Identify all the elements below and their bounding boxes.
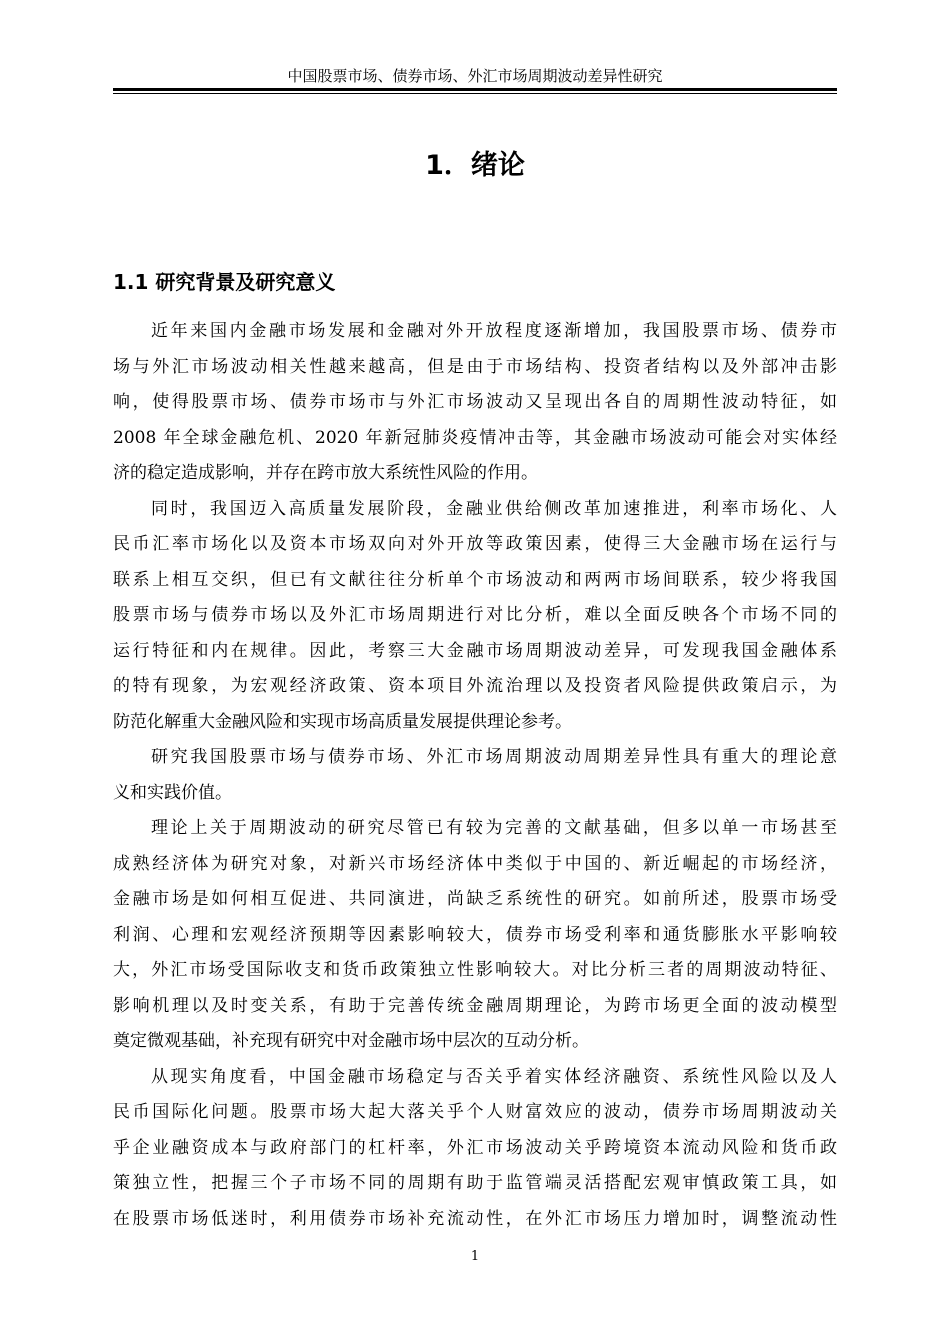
- text-line: 的特有现象，为宏观经济政策、资本项目外流治理以及投资者风险提供政策启示，为: [113, 676, 837, 696]
- text-line: 场与外汇市场波动相关性越来越高，但是由于市场结构、投资者结构以及外部冲击影: [113, 356, 837, 377]
- text-line: 近年来国内金融市场发展和金融对外开放程度逐渐增加，我国股票市场、债券市: [151, 321, 837, 341]
- header-rule-thin: [113, 93, 837, 94]
- text-line: 义和实践价值。: [113, 782, 232, 803]
- text-line: 同时，我国迈入高质量发展阶段，金融业供给侧改革加速推进，利率市场化、人: [151, 498, 837, 519]
- text-line: 从现实角度看，中国金融市场稳定与否关乎着实体经济融资、系统性风险以及人: [151, 1066, 837, 1087]
- text-line: 防范化解重大金融风险和实现市场高质量发展提供理论参考。: [113, 711, 572, 732]
- section-title: 1.1 研究背景及研究意义: [113, 270, 336, 294]
- running-header: 中国股票市场、债券市场、外汇市场周期波动差异性研究: [287, 67, 663, 85]
- text-line: 利润、心理和宏观经济预期等因素影响较大，债券市场受利率和通货膨胀水平影响较: [113, 924, 837, 945]
- text-line: 民币汇率市场化以及资本市场双向对外开放等政策因素，使得三大金融市场在运行与: [113, 534, 837, 554]
- page-number: 1: [470, 1249, 480, 1264]
- text-line: 研究我国股票市场与债券市场、外汇市场周期波动周期差异性具有重大的理论意: [151, 747, 837, 767]
- paragraph-2: [113, 492, 837, 741]
- text-line: 金融市场是如何相互促进、共同演进，尚缺乏系统性的研究。如前所述，股票市场受: [113, 889, 837, 909]
- text-line: 乎企业融资成本与政府部门的杠杆率，外汇市场波动关乎跨境资本流动风险和货币政: [113, 1137, 837, 1158]
- text-line: 在股票市场低迷时，利用债券市场补充流动性，在外汇市场压力增加时，调整流动性: [113, 1208, 837, 1229]
- paragraph-1: [113, 314, 837, 492]
- header-rule-thick: [113, 88, 837, 91]
- text-line: 济的稳定造成影响，并存在跨市放大系统性风险的作用。: [113, 463, 538, 483]
- text-line: 股票市场与债券市场以及外汇市场周期进行对比分析，难以全面反映各个市场不同的: [113, 605, 837, 625]
- text-line: 2008 年全球金融危机、2020 年新冠肺炎疫情冲击等，其金融市场波动可能会对实体经: [113, 427, 837, 448]
- paragraph-5: [113, 1060, 837, 1238]
- text-line: 大，外汇市场受国际收支和货币政策独立性影响较大。对比分析三者的周期波动特征、: [113, 960, 837, 980]
- text-line: 联系上相互交织，但已有文献往往分析单个市场波动和两两市场间联系，较少将我国: [113, 569, 837, 590]
- text-line: 民币国际化问题。股票市场大起大落关乎个人财富效应的波动，债券市场周期波动关: [113, 1102, 837, 1122]
- paragraph-3: [113, 740, 837, 811]
- text-line: 运行特征和内在规律。因此，考察三大金融市场周期波动差异，可发现我国金融体系: [113, 640, 837, 661]
- text-line: 理论上关于周期波动的研究尽管已有较为完善的文献基础，但多以单一市场甚至: [151, 818, 837, 838]
- text-line: 成熟经济体为研究对象，对新兴市场经济体中类似于中国的、新近崛起的市场经济，: [113, 853, 837, 874]
- paragraph-4: [113, 811, 837, 1060]
- text-line: 策独立性，把握三个子市场不同的周期有助于监管端灵活搭配宏观审慎政策工具，如: [113, 1173, 837, 1193]
- text-line: 奠定微观基础，补充现有研究中对金融市场中层次的互动分析。: [113, 1031, 589, 1051]
- text-line: 响，使得股票市场、债券市场市与外汇市场波动又呈现出各自的周期性波动特征，如: [113, 392, 837, 412]
- text-line: 影响机理以及时变关系，有助于完善传统金融周期理论，为跨市场更全面的波动模型: [113, 995, 837, 1016]
- chapter-title: 1．绪论: [425, 150, 525, 181]
- body-text: [113, 314, 837, 1237]
